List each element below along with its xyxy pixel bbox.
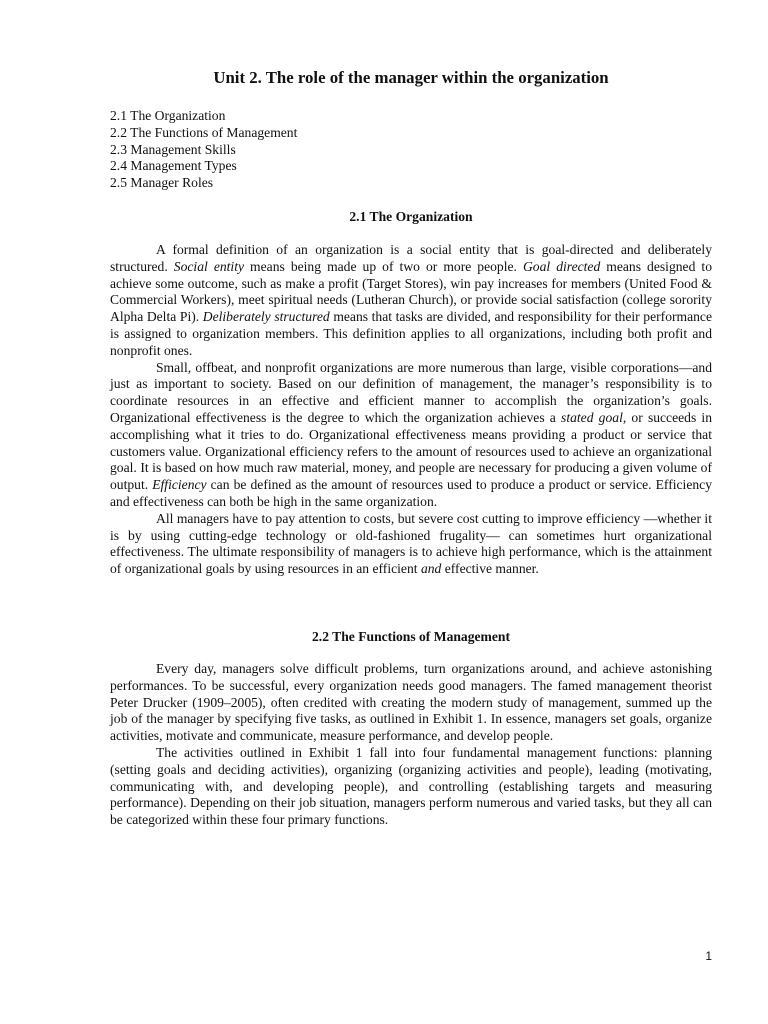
paragraph bbox=[110, 360, 712, 511]
toc-item: 2.3 Management Skills bbox=[110, 141, 236, 157]
paragraph: Every day, managers solve difficult problems, turn organizations around, and achieve astonishing performances. To be successful, every organization needs good managers. The famed management theorist Peter Drucker (1909–2005), often credited with creating the modern study of management, summed up the job of the manager by specifying five tasks, as outlined in Exhibit 1. In essence, managers set goals, organize activities, motivate and communicate, measure performance, and develop people. bbox=[110, 661, 712, 744]
table-of-contents bbox=[110, 108, 297, 192]
text-run: Small, offbeat, and nonprofit organizations are more numerous than large, visible corporations—and just as important to society. Based on our definition of management, the manager’s responsibility is to coordinate resources in an effective and efficient manner to accomplish the organization’s goals. Organizational effectiveness is the degree to which the organization achieves a bbox=[110, 359, 712, 425]
text-run: means that tasks are divided, and responsibility for their performance is assigned to organization members. This definition applies to all organizations, including both profit and nonprofit ones. bbox=[110, 309, 712, 358]
section-body-functions bbox=[110, 661, 712, 829]
emphasis: Social entity bbox=[173, 258, 245, 274]
text-run: means designed to achieve some outcome, such as make a profit (Target Stores), win pay increases for members (United Food & Commercial Workers), meet spiritual needs (Lutheran Church), or provide social satisfaction (college sorority Alpha Delta Pi). bbox=[110, 258, 712, 325]
text-run: effective manner. bbox=[441, 561, 539, 577]
paragraph: The activities outlined in Exhibit 1 fall into four fundamental management functions: planning (setting goals and deciding activities), organizing (organizing activities and people), leading (motivating, communicating with, and developing people), and controlling (establishing targets and measuring performance). Depending on their job situation, managers perform numerous and varied tasks, but they all can be categorized within these four primary functions. bbox=[110, 744, 712, 828]
paragraph bbox=[110, 242, 712, 360]
text-run: means being made up of two or more people. bbox=[244, 258, 523, 274]
section-heading-organization: 2.1 The Organization bbox=[349, 209, 473, 224]
emphasis: Efficiency bbox=[152, 477, 207, 493]
toc-item: 2.1 The Organization bbox=[110, 108, 226, 123]
toc-item: 2.4 Management Types bbox=[110, 158, 237, 174]
emphasis: stated goal bbox=[561, 409, 623, 425]
text-run: can be defined as the amount of resources used to produce a product or service. Efficiency and effectiveness can both be high in the same organization. bbox=[110, 477, 712, 509]
section-body-organization bbox=[110, 242, 712, 578]
toc-item: 2.2 The Functions of Management bbox=[110, 124, 298, 140]
text-run: A formal definition of an organization is a social entity that is goal-directed and deliberately structured. bbox=[110, 242, 712, 274]
toc-item: 2.5 Manager Roles bbox=[110, 175, 214, 191]
emphasis: Deliberately structured bbox=[202, 309, 330, 325]
page-number: 1 bbox=[705, 949, 712, 963]
emphasis: Goal directed bbox=[522, 258, 601, 274]
paragraph bbox=[110, 511, 712, 578]
section-heading-functions: 2.2 The Functions of Management bbox=[312, 629, 510, 644]
emphasis: and bbox=[420, 561, 442, 577]
text-run: All managers have to pay attention to costs, but severe cost cutting to improve efficiency —whether it is by using cutting-edge technology or old-fashioned frugality— can sometimes hurt organizational effectiveness. The ultimate responsibility of managers is to achieve high performance, which is the attainment of organizational goals by using resources in an efficient bbox=[110, 510, 712, 577]
page-title: Unit 2. The role of the manager within the organization bbox=[213, 68, 609, 87]
text-run: , or succeeds in accomplishing what it tries to do. Organizational effectiveness means providing a product or service that customers value. Organizational efficiency refers to the amount of resources used to achieve an organizational goal. It is based on how much raw material, money, and people are necessary for producing a given volume of output. bbox=[110, 409, 712, 493]
